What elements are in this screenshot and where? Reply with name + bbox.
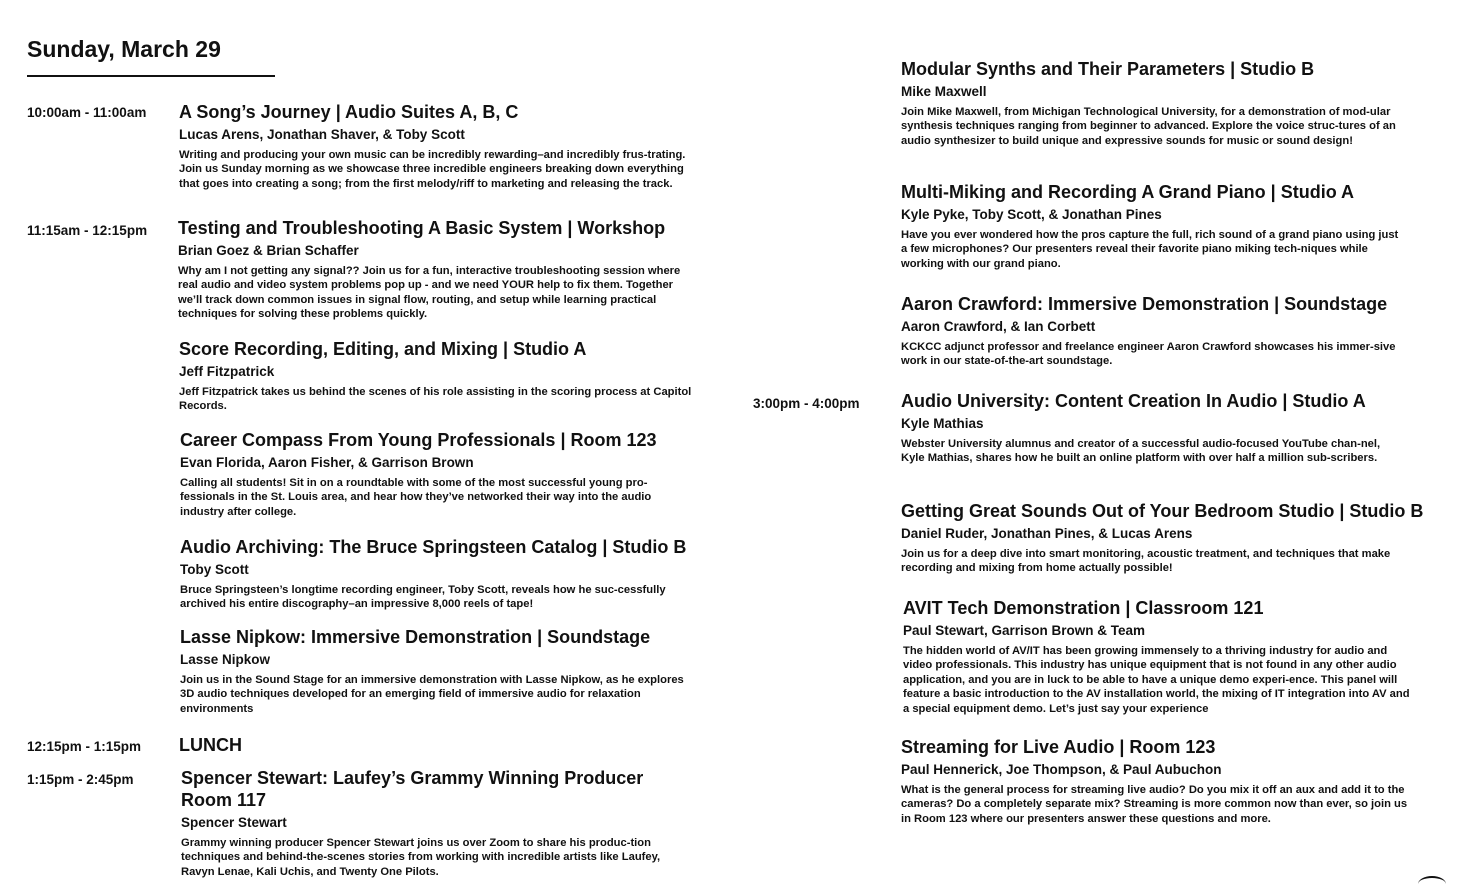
session-title: Multi-Miking and Recording A Grand Piano | Studio A	[901, 182, 1355, 202]
session-title: Modular Synths and Their Parameters | Studio B	[901, 59, 1315, 79]
session-presenters: Paul Hennerick, Joe Thompson, & Paul Aubuchon	[901, 762, 1222, 777]
session-title: Lasse Nipkow: Immersive Demonstration | Soundstage	[180, 627, 651, 647]
session-title: Testing and Troubleshooting A Basic System | Workshop	[178, 218, 666, 238]
session-presenters: Lasse Nipkow	[180, 652, 271, 667]
session-title: Aaron Crawford: Immersive Demonstration | Soundstage	[901, 294, 1388, 314]
session-audio-university	[901, 390, 1431, 466]
session-presenters: Evan Florida, Aaron Fisher, & Garrison Brown	[180, 455, 474, 470]
session-title: Audio University: Content Creation In Audio | Studio A	[901, 391, 1366, 411]
session-description: Join us for a deep dive into smart monitoring, acoustic treatment, and techniques that make recording and mixing from home actually possible!	[901, 548, 1391, 575]
session-title: Streaming for Live Audio | Room 123	[901, 737, 1216, 757]
session-audio-archiving	[180, 536, 695, 612]
time-slot-1215pm: 12:15pm - 1:15pm	[27, 739, 142, 754]
session-title: Spencer Stewart: Laufey’s Grammy Winning Producer Room 117	[181, 768, 644, 810]
session-description: Writing and producing your own music can be incredibly rewarding–and incredibly frus-trating. Join us Sunday morning as we showcase three incredible engineers breaking down everything that goes into creating a song; from the first melody/riff to marketing and releasing the track.	[179, 149, 686, 190]
session-title: Getting Great Sounds Out of Your Bedroom Studio | Studio B	[901, 501, 1424, 521]
title-underline	[27, 75, 275, 77]
session-aaron-crawford	[901, 293, 1431, 369]
session-title: Career Compass From Young Professionals | Room 123	[180, 430, 657, 450]
session-description: Join Mike Maxwell, from Michigan Technological University, for a demonstration of mod-ular synthesis techniques ranging from beginner to advanced. Explore the voice struc-tures of an audio synthesizer to build unique and expressive sounds for music or sound design!	[901, 106, 1396, 147]
session-description: Grammy winning producer Spencer Stewart joins us over Zoom to share his produc-tion techniques and behind-the-scenes stories from working with incredible artists like Laufey, Ravyn Lenae, Kali Uchis, and Twenty One Pilots.	[181, 837, 661, 878]
session-bedroom-studio	[901, 500, 1431, 576]
session-troubleshooting	[178, 217, 693, 322]
session-description: Join us in the Sound Stage for an immersive demonstration with Lasse Nipkow, as he explores 3D audio techniques developed for an emerging field of immersive audio for relaxation environments	[180, 674, 684, 715]
session-avit-demo	[903, 597, 1433, 716]
session-description: Calling all students! Sit in on a roundtable with some of the most successful young pro-fessionals in the St. Louis area, and hear how they’ve networked their way into the audio industry after college.	[180, 477, 652, 518]
session-title: AVIT Tech Demonstration | Classroom 121	[903, 598, 1264, 618]
session-description: KCKCC adjunct professor and freelance engineer Aaron Crawford showcases his immer-sive work in our state-of-the-art soundstage.	[901, 341, 1396, 368]
session-presenters: Lucas Arens, Jonathan Shaver, & Toby Scott	[179, 127, 465, 142]
session-presenters: Daniel Ruder, Jonathan Pines, & Lucas Arens	[901, 526, 1193, 541]
session-title: Audio Archiving: The Bruce Springsteen Catalog | Studio B	[180, 537, 687, 557]
session-presenters: Brian Goez & Brian Schaffer	[178, 243, 359, 258]
session-presenters: Mike Maxwell	[901, 84, 987, 99]
session-description: Jeff Fitzpatrick takes us behind the scenes of his role assisting in the scoring process at Capitol Records.	[179, 386, 692, 413]
session-description: What is the general process for streaming live audio? Do you mix it off an aux and add it to the cameras? Do a completely separate mix? Streaming is more common now than ever, so join us in Room 123 where our presenters answer these questions and more.	[901, 784, 1408, 825]
session-presenters: Paul Stewart, Garrison Brown & Team	[903, 623, 1146, 638]
session-description: Bruce Springsteen’s longtime recording engineer, Toby Scott, reveals how he suc-cessfully archived his entire discography–an impressive 8,000 reels of tape!	[180, 584, 666, 611]
day-title: Sunday, March 29	[27, 36, 221, 62]
session-presenters: Aaron Crawford, & Ian Corbett	[901, 319, 1096, 334]
session-modular-synths	[901, 58, 1431, 148]
session-title: A Song’s Journey | Audio Suites A, B, C	[179, 102, 519, 122]
time-slot-115pm: 1:15pm - 2:45pm	[27, 772, 134, 787]
session-description: Webster University alumnus and creator of a successful audio-focused YouTube chan-nel, Kyle Mathias, shares how he built an online platform with over half a million sub-scribers.	[901, 438, 1381, 465]
session-presenters: Kyle Pyke, Toby Scott, & Jonathan Pines	[901, 207, 1162, 222]
session-presenters: Kyle Mathias	[901, 416, 984, 431]
session-description: Why am I not getting any signal?? Join us for a fun, interactive troubleshooting session where real audio and video system problems pop up - and we need YOUR help to fix them. Together we’ll track down common issues in signal flow, routing, and setup while learning practical techniques for solving these problems quickly.	[178, 265, 681, 321]
page-corner-mark	[1418, 876, 1446, 892]
time-slot-1115am: 11:15am - 12:15pm	[27, 223, 148, 238]
session-lunch	[179, 734, 694, 756]
session-spencer-stewart	[181, 767, 661, 879]
session-score-recording	[179, 338, 694, 414]
session-presenters: Spencer Stewart	[181, 815, 287, 830]
session-streaming	[901, 736, 1431, 826]
session-career-compass	[180, 429, 695, 519]
time-slot-10am: 10:00am - 11:00am	[27, 105, 147, 120]
session-presenters: Toby Scott	[180, 562, 249, 577]
session-presenters: Jeff Fitzpatrick	[179, 364, 275, 379]
session-title: LUNCH	[179, 735, 242, 755]
session-description: Have you ever wondered how the pros capture the full, rich sound of a grand piano using just a few microphones? Our presenters reveal their favorite piano miking tech-niques while working with our grand piano.	[901, 229, 1399, 270]
session-lasse-nipkow	[180, 626, 695, 716]
session-title: Score Recording, Editing, and Mixing | Studio A	[179, 339, 587, 359]
session-description: The hidden world of AV/IT has been growing immensely to a thriving industry for audio and video professionals. This industry has unique equipment that is not found in any other audio application, and you are in luck to be able to have a unique demo experi-ence. This panel will feature a basic introduction to the AV installation world, the mixing of IT integration into AV and a special equipment demo. Let’s just say your experience	[903, 645, 1410, 715]
time-slot-3pm: 3:00pm - 4:00pm	[753, 396, 860, 411]
session-songs-journey	[179, 101, 694, 191]
session-multi-miking	[901, 181, 1431, 271]
